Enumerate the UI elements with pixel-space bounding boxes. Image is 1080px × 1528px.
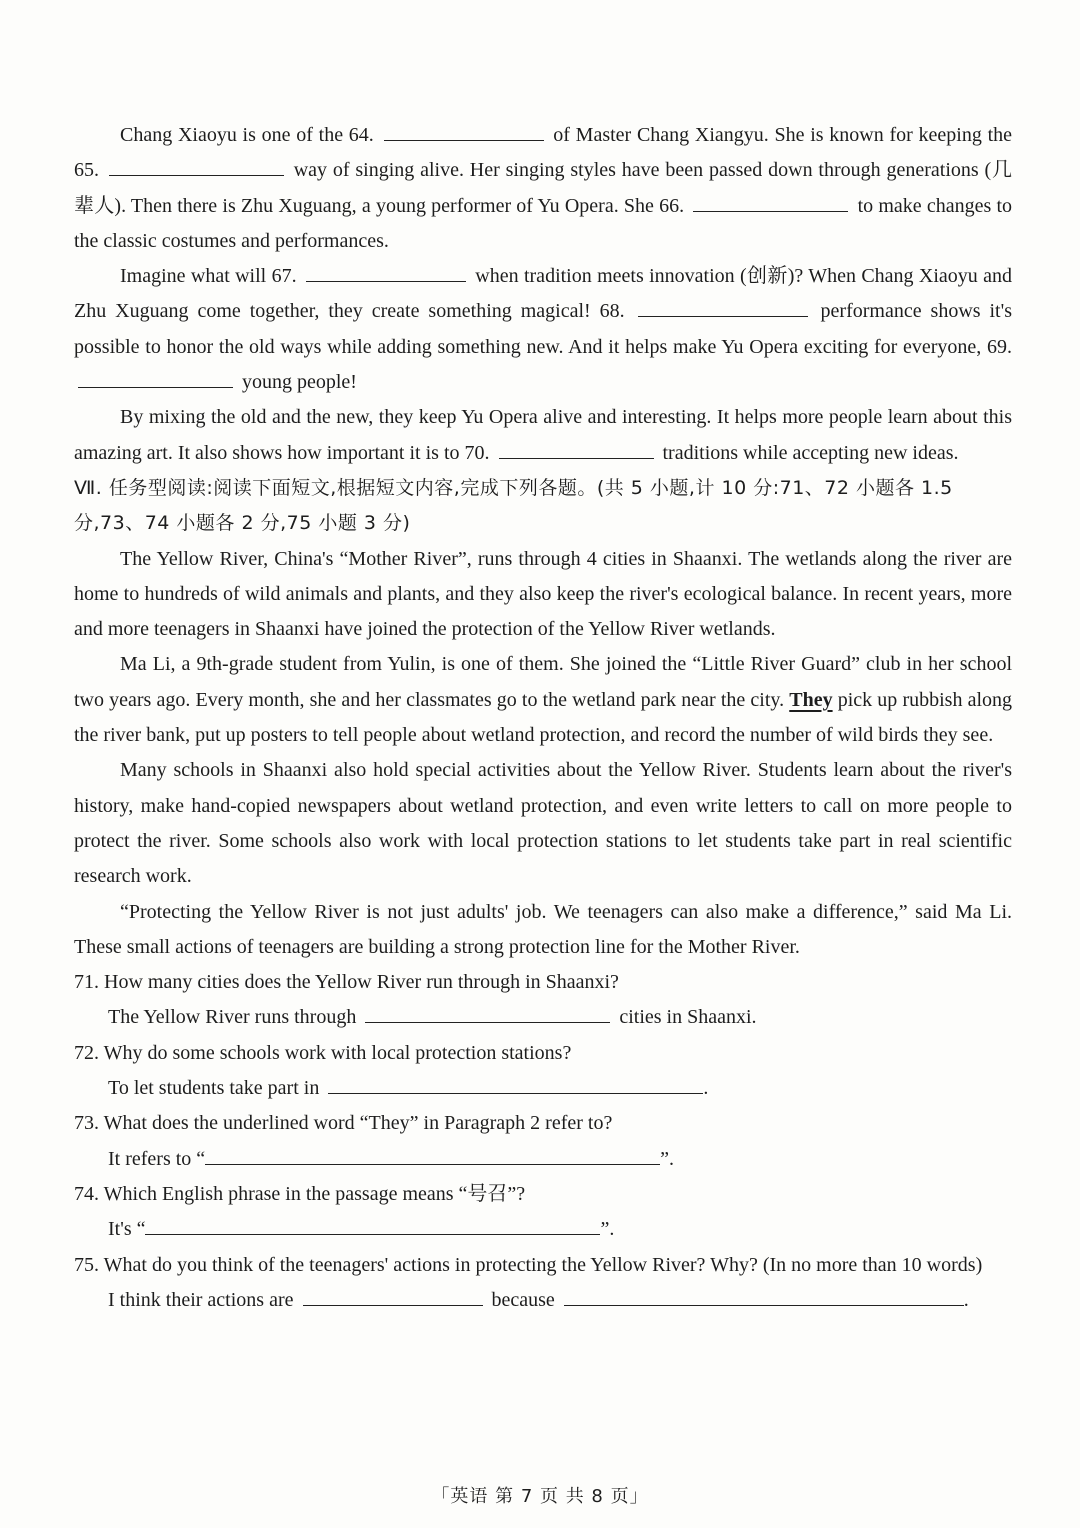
blank-67[interactable] [306, 261, 466, 282]
passage1-paragraph-2 [74, 259, 1012, 400]
question-73: 73. What does the underlined word “They” in Paragraph 2 refer to? [74, 1112, 613, 1135]
answer-blank-75b[interactable] [564, 1285, 964, 1306]
page-content [74, 118, 1012, 1318]
blank-65[interactable] [109, 155, 284, 176]
answer-blank-72[interactable] [328, 1073, 703, 1094]
question-74: 74. Which English phrase in the passage means “号召”? [74, 1182, 526, 1205]
text: cities in Shaanxi. [619, 1006, 757, 1029]
passage2-paragraph-3: Many schools in Shaanxi also hold special activities about the Yellow River. Students learn about the river's history, make hand-copied newspapers about wetland protection, and even write letters to call on more people to protect the river. Some schools also work with local protection stations to let students take part in real scientific research work. [74, 759, 1012, 888]
text: 75. What do you think of the teenagers' actions in protecting the Yellow River? Why? (In no more than 10 words) [74, 1253, 983, 1276]
blank-66[interactable] [693, 191, 848, 212]
text: ”. [660, 1147, 675, 1170]
blank-68[interactable] [638, 296, 808, 317]
text: Ma Li, a 9th-grade student from Yulin, is one of them. She joined the “Little River Guard” club in her school two years ago. Every month, she and her classmates go to the wetland park near the city. [74, 653, 1012, 711]
passage2-paragraph-4: “Protecting the Yellow River is not just adults' job. We teenagers can also make a difference,” said Ma Li. These small actions of teenagers are building a strong protection line for the Mother River. [74, 900, 1012, 958]
text: The Yellow River runs through [108, 1006, 357, 1029]
text: performance shows it's possible to honor the old ways while adding something new. And it helps make Yu Opera exciting for everyone, 69. [74, 300, 1013, 358]
text: when tradition meets innovation (创新)? When Chang Xiaoyu and Zhu Xuguang come together, they create something magical! 68. [74, 265, 1013, 323]
passage2-paragraph-1: The Yellow River, China's “Mother River”, runs through 4 cities in Shaanxi. The wetlands along the river are home to hundreds of wild animals and plants, and they also keep the river's ecological balance. In recent years, more and more teenagers in Shaanxi have joined the protection of the Yellow River wetlands. [74, 547, 1012, 641]
question-72: 72. Why do some schools work with local protection stations? [74, 1041, 572, 1064]
text: By mixing the old and the new, they keep Yu Opera alive and interesting. It helps more people learn about this amazing art. It also shows how important it is to 70. [74, 406, 1012, 464]
answer-line-73 [108, 1142, 1012, 1177]
question-71: 71. How many cities does the Yellow River run through in Shaanxi? [74, 971, 619, 994]
text: ”. [600, 1218, 615, 1241]
blank-69[interactable] [78, 367, 233, 388]
answer-blank-74[interactable] [145, 1214, 600, 1235]
text: . [963, 1288, 969, 1311]
answer-blank-73[interactable] [205, 1144, 660, 1165]
question-75 [74, 1248, 1012, 1283]
answer-line-72 [108, 1071, 1012, 1106]
passage2-paragraph-2 [74, 647, 1012, 753]
text: because [491, 1288, 555, 1311]
text: Imagine what will 67. [120, 265, 297, 288]
text: pick up rubbish along the river bank, put up posters to tell people about wetland protection, and record the number of wild birds they see. [74, 688, 1013, 747]
text: to make changes to the classic costumes and performances. [74, 194, 1013, 252]
text: It's “ [108, 1218, 146, 1241]
text: It refers to “ [108, 1147, 206, 1170]
passage1-paragraph-1 [74, 118, 1012, 259]
answer-line-71 [108, 1000, 1012, 1035]
answer-blank-75a[interactable] [303, 1285, 483, 1306]
text: I think their actions are [108, 1288, 294, 1311]
blank-70[interactable] [499, 438, 654, 459]
blank-64[interactable] [384, 120, 544, 141]
text: way of singing alive. Her singing styles have been passed down through generations (几辈人). Then there is Zhu Xuguang, a young performer of Yu Opera. She 66. [74, 159, 1012, 217]
answer-blank-71[interactable] [365, 1002, 610, 1023]
page-footer: 「英语 第 7 页 共 8 页」 [431, 1486, 649, 1507]
text: of Master Chang Xiangyu. She is known for keeping the 65. [74, 124, 1013, 182]
text: . [703, 1077, 709, 1100]
answer-line-75 [108, 1283, 1012, 1318]
text: To let students take part in [108, 1077, 320, 1100]
passage1-paragraph-3 [74, 400, 1012, 471]
text: Chang Xiaoyu is one of the 64. [120, 124, 374, 146]
section-title: Ⅶ. 任务型阅读:阅读下面短文,根据短文内容,完成下列各题。(共 5 小题,计 10 分:71、72 小题各 1.5 分,73、74 小题各 2 分,75 小题 3 分) [74, 476, 953, 535]
answer-line-74 [108, 1212, 1012, 1247]
text: young people! [242, 371, 357, 394]
text: traditions while accepting new ideas. [662, 441, 959, 464]
underlined-word: They [789, 688, 833, 711]
